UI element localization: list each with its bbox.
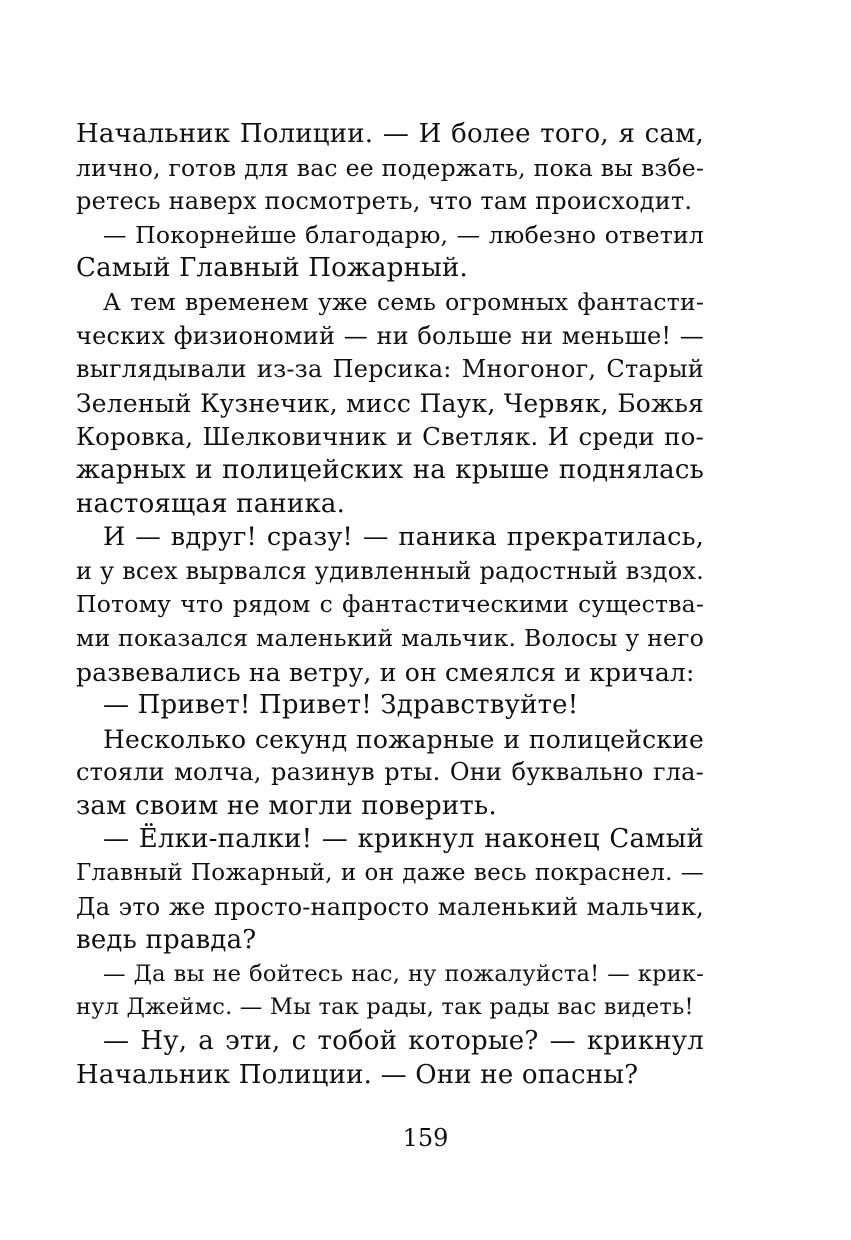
text-line: — Ёлки-палки! — крикнул наконец Самый [103, 824, 704, 855]
text-line: лично, готов для вас ее подержать, пока вы взбе- [76, 153, 704, 182]
body-text [76, 118, 704, 1092]
text-line: ретесь наверх посмотреть, что там происходит. [76, 187, 693, 216]
text-line: — Да вы не бойтесь нас, ну пожалуйста! — крик- [103, 960, 704, 987]
text-line: Потому что рядом с фантастическими существа- [76, 590, 704, 619]
text-line: — Покорнейше благодарю, — любезно ответил [103, 220, 704, 249]
text-line: ми показался маленький мальчик. Волосы у него [76, 623, 704, 652]
text-line: Начальник Полиции. — Они не опасны? [76, 1059, 639, 1090]
text-line: Самый Главный Пожарный. [76, 253, 468, 284]
text-line: выглядывали из-за Персика: Многоног, Старый [76, 355, 704, 384]
text-line: И — вдруг! сразу! — паника прекратилась, [103, 522, 704, 553]
text-line: Коровка, Шелковичник и Светляк. И среди по- [76, 422, 704, 452]
text-line: стояли молча, разинув рты. Они буквально гла- [76, 758, 704, 787]
text-line: и у всех вырвался удивленный радостный вздох. [76, 556, 704, 585]
text-line: — Ну, а эти, с тобой которые? — крикнул [103, 1026, 704, 1057]
text-line: зам своим не могли поверить. [76, 790, 497, 821]
text-line: Главный Пожарный, и он даже весь покраснел. — [76, 860, 704, 887]
text-line: Начальник Полиции. — И более того, я сам, [76, 119, 704, 149]
text-line: жарных и полицейских на крыше поднялась [76, 454, 704, 485]
text-line: ведь правда? [76, 925, 257, 956]
text-line: ческих физиономий — ни больше ни меньше! — [76, 321, 704, 350]
text-line: Несколько секунд пожарные и полицейские [103, 724, 704, 754]
text-line: А тем временем уже семь огромных фантасти- [103, 287, 704, 316]
page-number: 159 [402, 1124, 449, 1152]
text-line: — Привет! Привет! Здравствуйте! [103, 690, 579, 721]
text-line: Зеленый Кузнечик, мисс Паук, Червяк, Божья [76, 388, 704, 418]
text-line: нул Джеймс. — Мы так рады, так рады вас видеть! [76, 994, 694, 1021]
text-line: Да это же просто-напросто маленький мальчик, [76, 892, 704, 921]
text-line: развевались на ветру, и он смеялся и кричал: [76, 657, 695, 687]
text-line: настоящая паника. [76, 488, 346, 519]
